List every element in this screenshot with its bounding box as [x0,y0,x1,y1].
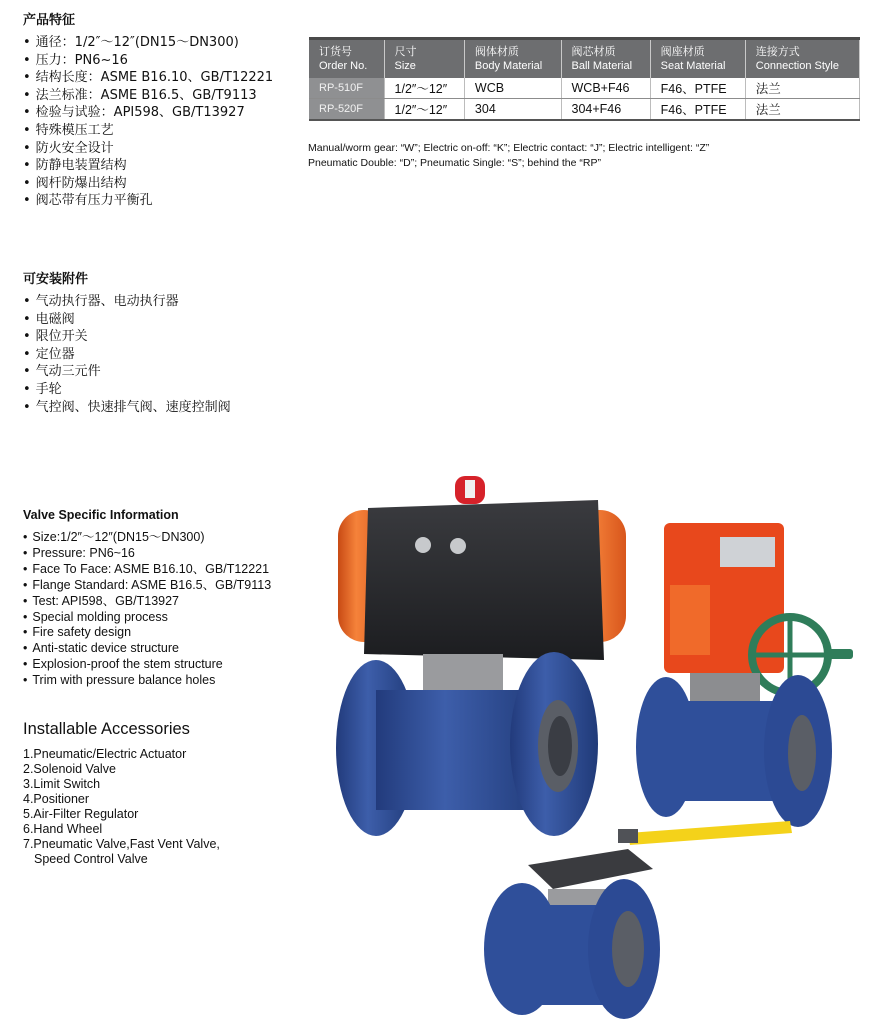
cn-feature-item: • 检验与试验：API598、GB/T13927 [23,104,273,122]
spec-header-cell [384,39,464,79]
cn-feature-item: • 防静电装置结构 [23,157,273,175]
spec-cell: 1/2″～12″ [384,78,464,99]
cn-feature-item: • 防火安全设计 [23,140,273,158]
order-no-cell: RP-510F [309,78,384,99]
en-info-item: • Explosion-proof the stem structure [23,657,271,673]
en-accessory-item: 5.Air-Filter Regulator [23,807,139,821]
spec-header-en: Connection Style [755,60,839,72]
en-info-section [23,508,271,689]
spec-cell: WCB+F46 [561,78,650,99]
spec-header-cn: 阀座材质 [660,46,705,58]
en-info-item: • Flange Standard: ASME B16.5、GB/T9113 [23,578,271,594]
en-accessory-item: 1.Pneumatic/Electric Actuator [23,747,187,761]
spec-cell: WCB [464,78,561,99]
model-note-line2: Pneumatic Double: “D”; Pneumatic Single: “S”; behind the “RP” [308,157,601,169]
spec-cell: F46、PTFE [650,99,745,121]
en-accessory-item: 4.Positioner [23,792,90,806]
model-code-notes [308,141,709,171]
spec-header-cn: 阀芯材质 [571,46,616,58]
cn-accessory-item: • 电磁阀 [23,311,231,329]
cn-features-section [23,9,273,210]
spec-header-cell [650,39,745,79]
en-accessory-item: 7.Pneumatic Valve,Fast Vent Valve, [23,837,220,851]
spec-cell: 304 [464,99,561,121]
cn-features-list [23,34,273,210]
spec-header-cn: 阀体材质 [474,46,519,58]
cn-accessory-item: • 手轮 [23,381,231,399]
en-info-item: • Test: API598、GB/T13927 [23,594,271,610]
spec-header-cell [464,39,561,79]
cn-feature-item: • 结构长度：ASME B16.10、GB/T12221 [23,69,273,87]
en-accessories-title: Installable Accessories [23,720,190,738]
spec-header-cn: 尺寸 [394,46,417,58]
en-accessory-item: Speed Control Valve [34,852,148,866]
spec-header-cell [561,39,650,79]
spec-header-en: Body Material [474,60,543,72]
spec-header-cn: 连接方式 [755,46,800,58]
en-info-item: • Pressure: PN6~16 [23,546,271,562]
spec-cell: 法兰 [745,78,859,99]
en-accessory-item: 2.Solenoid Valve [23,762,116,776]
en-accessories-section [23,720,220,867]
cn-feature-item: • 阀杆防爆出结构 [23,175,273,193]
spec-table-header [309,39,860,79]
cn-accessory-item: • 气动三元件 [23,363,231,381]
en-info-list [23,530,271,689]
table-row [309,78,860,99]
table-row [309,99,860,121]
spec-cell: 1/2″～12″ [384,99,464,121]
en-accessory-item: 3.Limit Switch [23,777,101,791]
spec-header-cell [745,39,859,79]
cn-feature-item: • 法兰标准：ASME B16.5、GB/T9113 [23,87,273,105]
cn-accessory-item: • 定位器 [23,346,231,364]
en-info-item: • Anti-static device structure [23,641,271,657]
spec-header-cell [309,39,384,79]
cn-feature-item: • 压力：PN6~16 [23,52,273,70]
spec-cell: 304+F46 [561,99,650,121]
spec-header-en: Size [394,60,416,72]
cn-accessory-item: • 气控阀、快速排气阀、速度控制阀 [23,399,231,417]
en-info-item: • Size:1/2″～12″(DN15～DN300) [23,530,271,546]
cn-feature-item: • 特殊模压工艺 [23,122,273,140]
cn-feature-item: • 通径：1/2″～12″(DN15～DN300) [23,34,273,52]
en-info-item: • Fire safety design [23,625,271,641]
pneumatic-valve-image [328,470,634,840]
spec-table-body [309,78,860,120]
spec-header-en: Order No. [319,60,368,72]
cn-features-title: 产品特征 [23,13,76,28]
electric-valve-image [630,515,860,840]
spec-header-cn: 订货号 [319,46,352,58]
spec-header-en: Seat Material [660,60,726,72]
en-info-item: • Special molding process [23,610,271,626]
en-accessory-item: 6.Hand Wheel [23,822,103,836]
en-info-item: • Face To Face: ASME B16.10、GB/T12221 [23,562,271,578]
en-accessories-list [23,747,220,867]
spec-cell: 法兰 [745,99,859,121]
manual-valve-image [478,815,798,1020]
cn-accessories-section [23,268,231,416]
order-no-cell: RP-520F [309,99,384,121]
en-info-title: Valve Specific Information [23,508,179,522]
cn-feature-item: • 阀芯带有压力平衡孔 [23,192,273,210]
spec-table [309,37,860,121]
cn-accessory-item: • 气动执行器、电动执行器 [23,293,231,311]
spec-header-en: Ball Material [571,60,633,72]
spec-cell: F46、PTFE [650,78,745,99]
cn-accessories-title: 可安装附件 [23,272,89,287]
model-note-line1: Manual/worm gear: “W”; Electric on-off: “K”; Electric contact: “J”; Electric intelligent: “Z” [308,142,710,154]
cn-accessory-item: • 限位开关 [23,328,231,346]
cn-accessories-list [23,293,231,416]
en-info-item: • Trim with pressure balance holes [23,673,271,689]
